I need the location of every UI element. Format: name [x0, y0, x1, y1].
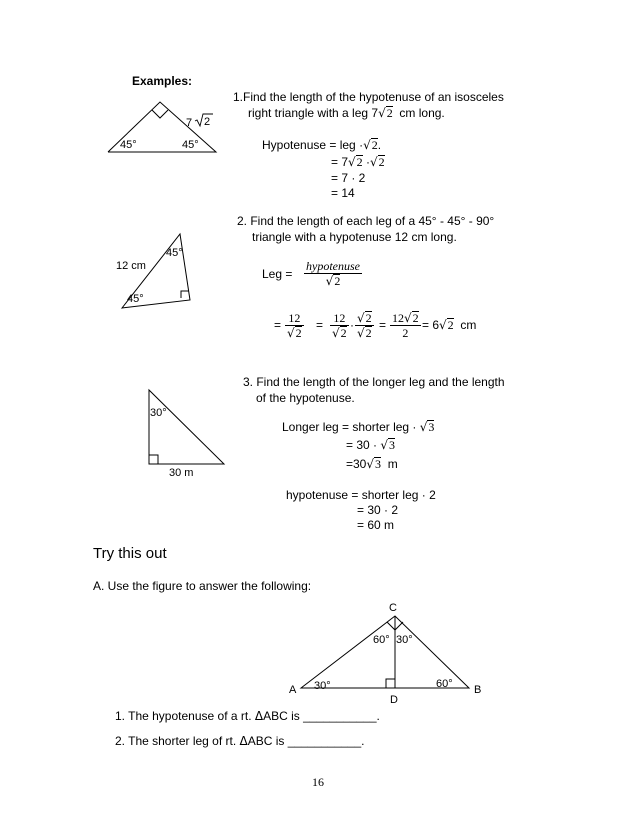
ex1-line1: 1.Find the length of the hypotenuse of an isosceles	[233, 90, 504, 104]
ex2-frac-3-num: 2	[365, 311, 372, 325]
ex1-work-1: Hypotenuse = leg ·√2.	[262, 138, 382, 152]
ex1-work-3: = 7 · 2	[331, 171, 366, 185]
ex1-line2: right triangle with a leg 7√2 cm long.	[248, 106, 445, 120]
ex1-work-2-text: = 7	[331, 155, 349, 169]
ex2-frac-main-den: 2	[334, 274, 341, 288]
ex1-line2-rad: 2	[386, 106, 393, 120]
examples-heading: Examples:	[132, 74, 193, 88]
ex2-eq-2: =	[316, 318, 324, 332]
ex1-angle-right: 45°	[182, 139, 199, 151]
question-2	[115, 734, 365, 748]
ex3-longer-2: = 30 · √3	[346, 438, 396, 452]
try-this-out-heading: Try this out	[93, 545, 167, 562]
example3-triangle-figure	[140, 384, 240, 484]
ex2-frac-3: $\frac{√2}{√2}$	[357, 311, 372, 340]
ex3-longer-3-unit: m	[387, 457, 398, 471]
ex3-longer-3: =30√3 m	[346, 457, 398, 471]
ex3-longer-3-text: =30	[346, 457, 367, 471]
ex3-hyp-1: hypotenuse = shorter leg · 2	[286, 488, 436, 502]
ex2-hyp-label: 12 cm	[116, 260, 146, 272]
vertex-b-label: B	[474, 684, 482, 696]
question-1-pre: 1. The hypotenuse of a rt.	[115, 709, 255, 723]
angle-c-right: 30°	[396, 634, 413, 646]
question-1-post: ABC is ___________.	[263, 709, 380, 723]
ex1-work-2: = 7√2 ·√2	[331, 155, 385, 169]
ex2-eq-1: =	[274, 318, 282, 332]
ex3-line1: 3. Find the length of the longer leg and the length	[243, 375, 505, 389]
question-2-triangle-symbol: Δ	[239, 734, 248, 748]
ex1-line2-pre: right triangle with a leg 7	[248, 106, 379, 120]
ex2-frac-4-num: 12	[392, 311, 404, 325]
ex3-longer-3-rad: 3	[375, 457, 382, 471]
ex3-longer-1-rad: 3	[428, 420, 435, 434]
question-1-triangle-symbol: Δ	[254, 709, 264, 723]
vertex-a-label: A	[289, 684, 297, 696]
ex3-angle-top: 30°	[150, 407, 167, 419]
angle-b: 60°	[436, 678, 453, 690]
ex2-frac-1: $\frac{12}{√2}$	[287, 311, 302, 340]
ex1-work-2-rad2: 2	[378, 155, 385, 169]
ex2-frac-main: hypotenuse √2	[306, 259, 360, 288]
question-2-pre: 2. The shorter leg of rt.	[115, 734, 240, 748]
ex2-eq-3: =	[379, 318, 387, 332]
ex3-line2: of the hypotenuse.	[256, 391, 355, 405]
ex2-frac-4: $\frac{12√2}{2}$	[392, 311, 419, 340]
ex3-longer-1-text: Longer leg = shorter leg ·	[282, 420, 417, 434]
ex3-hyp-2: = 30 · 2	[357, 503, 399, 517]
ex2-result-rad: 2	[447, 318, 454, 332]
ex1-leg-label: 7	[186, 117, 193, 129]
ex1-leg-rad: 2	[204, 116, 211, 128]
ex2-frac-1-den: 2	[295, 326, 302, 340]
abc-triangle-figure	[285, 600, 495, 708]
ex2-frac-1-num: 12	[285, 311, 304, 326]
ex2-result-unit: cm	[460, 318, 477, 332]
ex2-line1: 2. Find the length of each leg of a 45° - 45° - 90°	[237, 214, 495, 228]
ex3-longer-1: Longer leg = shorter leg · √3	[282, 420, 435, 434]
ex1-work-2-rad: 2	[356, 155, 363, 169]
example1-triangle-figure	[100, 96, 230, 160]
ex1-work-1-text: Hypotenuse = leg ·	[262, 138, 364, 152]
ex3-base-label: 30 m	[169, 467, 194, 479]
ex2-angle-top: 45°	[166, 247, 183, 259]
ex3-longer-2-rad: 3	[389, 438, 396, 452]
ex2-frac-4-den: 2	[402, 326, 409, 340]
ex2-result-pre: = 6	[422, 318, 440, 332]
ex2-frac-3-den: 2	[365, 326, 372, 340]
ex2-angle-bottom: 45°	[127, 293, 144, 305]
angle-a: 30°	[314, 680, 331, 692]
ex2-frac-4-num-rad: 2	[412, 311, 419, 325]
ex2-leg-label: Leg =	[262, 267, 293, 281]
question-2-post: ABC is ___________.	[247, 734, 365, 748]
vertex-c-label: C	[389, 602, 397, 614]
question-1	[115, 709, 380, 723]
ex3-hyp-3: = 60 m	[357, 518, 395, 532]
ex2-result: = 6√2 cm	[422, 318, 477, 332]
ex1-work-2-mid: ·	[366, 155, 371, 169]
ex2-line2: triangle with a hypotenuse 12 cm long.	[252, 230, 457, 244]
ex1-angle-left: 45°	[120, 139, 137, 151]
part-a-instruction: A. Use the figure to answer the following:	[93, 579, 312, 593]
ex2-frac-2: $\frac{12}{√2}$	[332, 311, 347, 340]
ex2-frac-2-den: 2	[340, 326, 347, 340]
ex3-longer-2-text: = 30 ·	[346, 438, 378, 452]
ex2-dot: ·	[350, 318, 354, 332]
ex2-frac-main-num: hypotenuse	[306, 259, 360, 273]
ex1-work-4: = 14	[331, 186, 355, 200]
ex1-work-1-rad: 2	[371, 138, 378, 152]
vertex-d-label: D	[390, 694, 398, 706]
angle-c-left: 60°	[373, 634, 390, 646]
page-number: 16	[312, 775, 324, 789]
ex1-work-1-post: .	[377, 138, 382, 152]
example2-triangle-figure	[110, 228, 200, 310]
ex2-frac-2-num: 12	[330, 311, 349, 326]
ex1-line2-post: cm long.	[399, 106, 445, 120]
